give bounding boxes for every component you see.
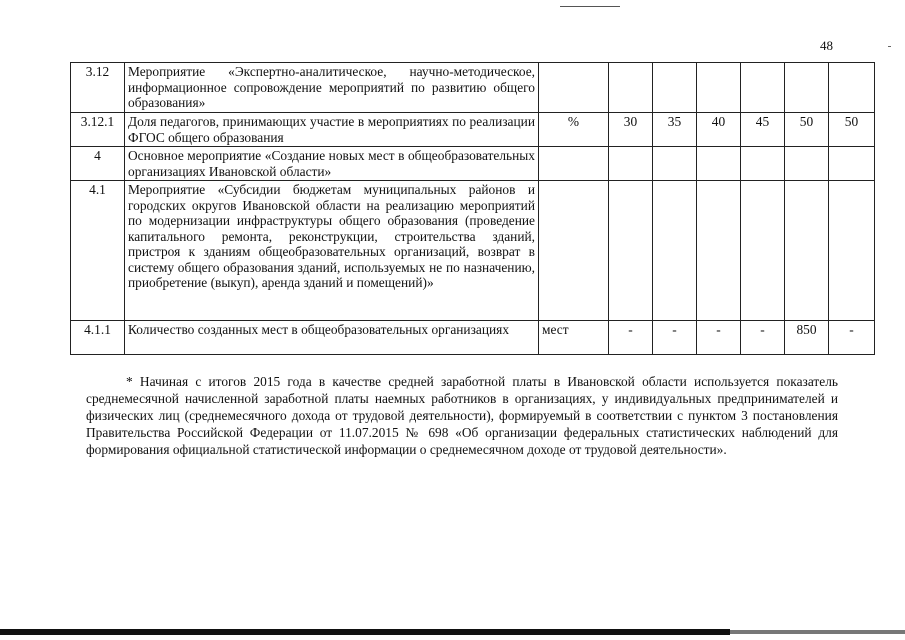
footnote: * Начиная с итогов 2015 года в качестве средней заработной платы в Ивановской области используется показатель среднемесячной начисленной заработной платы наемных работников в организациях, у индивидуальных предпринимателей и физических лиц (среднемесячного дохода от трудовой деятельности), формируемый в соответствии с пунктом 3 постановления Правительства Российской Федерации от 11.07.2015 № 698 «Об организации федеральных статистических наблюдений для формирования официальной статистической информации о среднемесячном доходе от трудовой деятельности». xyxy=(86,374,838,457)
row-description: Количество созданных мест в общеобразовательных организациях xyxy=(125,321,539,355)
row-value xyxy=(609,147,653,181)
row-unit xyxy=(539,181,609,321)
row-description: Доля педагогов, принимающих участие в мероприятиях по реализации ФГОС общего образования xyxy=(125,113,539,147)
row-value: - xyxy=(741,321,785,355)
row-description: Основное мероприятие «Создание новых мест в общеобразовательных организациях Ивановской области» xyxy=(125,147,539,181)
row-unit: % xyxy=(539,113,609,147)
row-unit xyxy=(539,147,609,181)
row-value xyxy=(829,147,875,181)
row-value xyxy=(785,181,829,321)
row-value: 45 xyxy=(741,113,785,147)
table-row xyxy=(71,147,875,181)
row-value: - xyxy=(609,321,653,355)
row-number: 4 xyxy=(71,147,125,181)
row-unit: мест xyxy=(539,321,609,355)
top-rule xyxy=(560,6,620,7)
row-number: 3.12.1 xyxy=(71,113,125,147)
row-value xyxy=(653,181,697,321)
row-value xyxy=(829,63,875,113)
row-unit xyxy=(539,63,609,113)
row-value xyxy=(697,147,741,181)
row-value: 40 xyxy=(697,113,741,147)
page-number: 48 xyxy=(820,38,833,53)
row-value xyxy=(697,181,741,321)
table-row xyxy=(71,63,875,113)
row-value xyxy=(609,63,653,113)
edge-mark xyxy=(888,46,891,47)
row-value xyxy=(785,63,829,113)
row-value: 850 xyxy=(785,321,829,355)
table-row xyxy=(71,113,875,147)
row-value: - xyxy=(653,321,697,355)
row-value xyxy=(741,147,785,181)
row-value: 35 xyxy=(653,113,697,147)
row-value xyxy=(741,63,785,113)
row-number: 4.1.1 xyxy=(71,321,125,355)
row-value xyxy=(829,181,875,321)
row-number: 4.1 xyxy=(71,181,125,321)
table-row xyxy=(71,181,875,321)
row-value xyxy=(785,147,829,181)
row-number: 3.12 xyxy=(71,63,125,113)
row-value: - xyxy=(697,321,741,355)
scan-edge-shadow xyxy=(730,630,905,634)
row-description: Мероприятие «Экспертно-аналитическое, научно-методическое, информационное сопровождение мероприятий по развитию общего образования» xyxy=(125,63,539,113)
row-value xyxy=(609,181,653,321)
row-value xyxy=(741,181,785,321)
indicators-table xyxy=(70,62,875,355)
row-value: 50 xyxy=(829,113,875,147)
row-value: 30 xyxy=(609,113,653,147)
row-value xyxy=(653,63,697,113)
row-value xyxy=(653,147,697,181)
row-value: 50 xyxy=(785,113,829,147)
row-value xyxy=(697,63,741,113)
row-description: Мероприятие «Субсидии бюджетам муниципальных районов и городских округов Ивановской области на реализацию мероприятий по модернизации инфраструктуры общего образования (проведение капитального ремонта, реконструкции, строительства зданий, пристроя к зданиям общеобразовательных организаций, возврат в систему общего образования зданий, используемых не по назначению, приобретение (выкуп), аренда зданий и помещений)» xyxy=(125,181,539,321)
table-row xyxy=(71,321,875,355)
scan-edge-bar xyxy=(0,629,730,635)
row-value: - xyxy=(829,321,875,355)
